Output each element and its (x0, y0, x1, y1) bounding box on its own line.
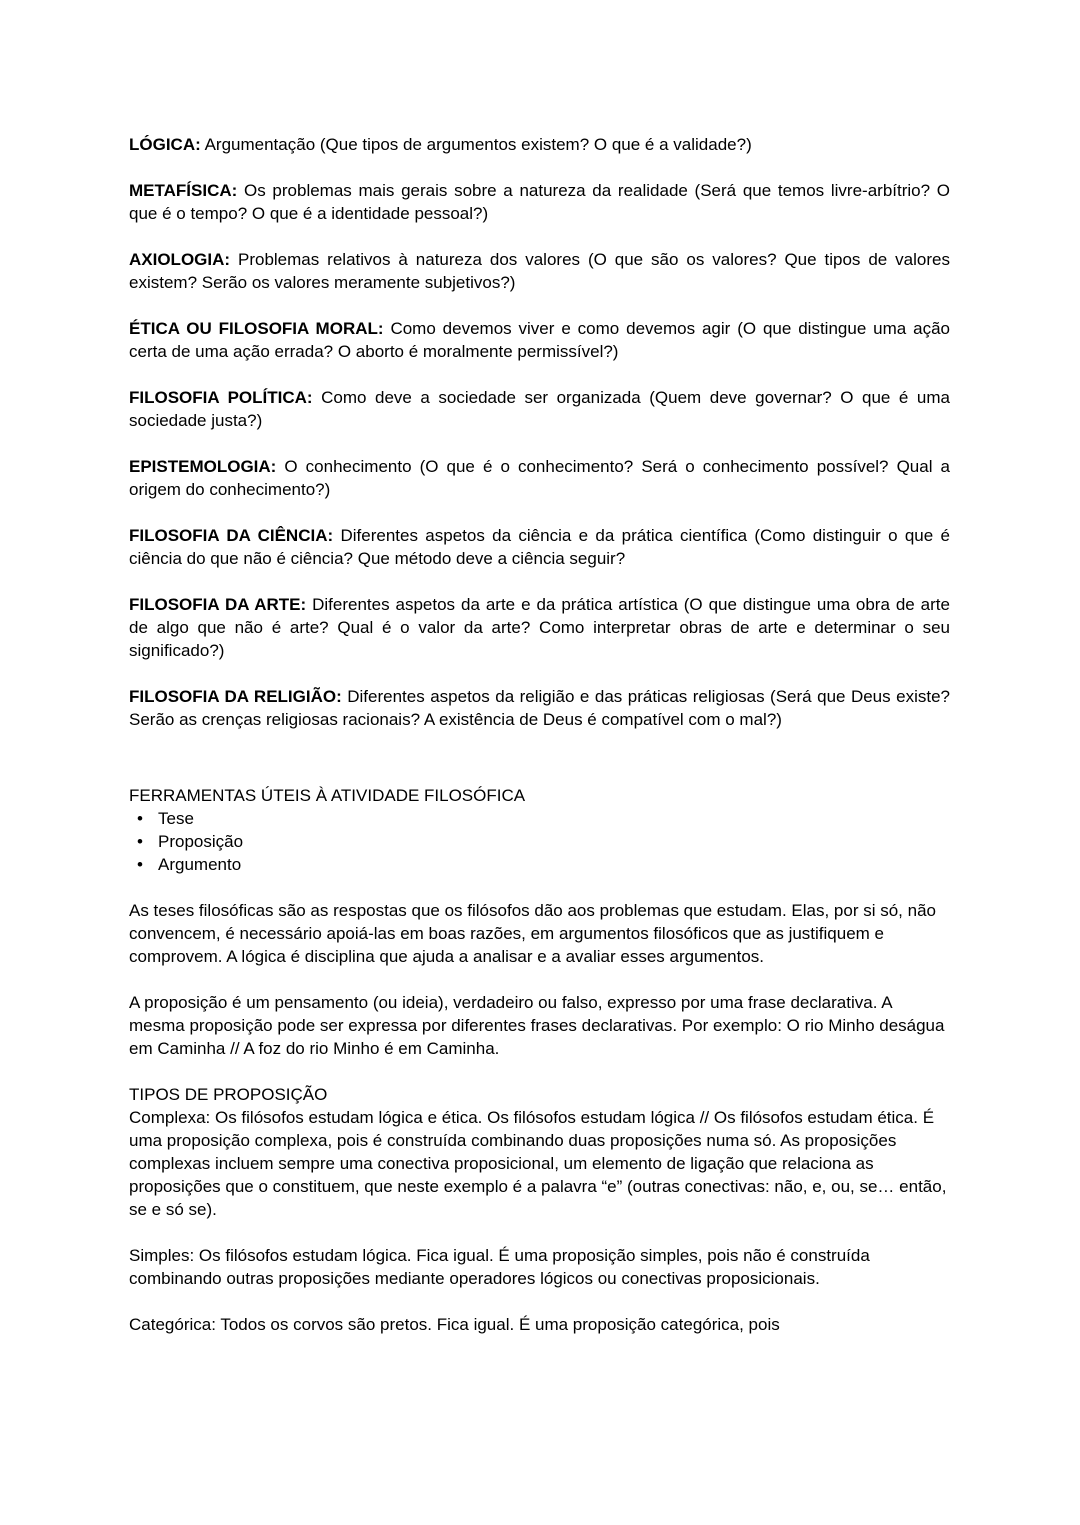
topic-text: Como devemos viver e como devemos agir (O que distingue uma ação certa de uma ação errada? O aborto é moralmente permissível?) (129, 319, 950, 361)
proposition-type-simples: Simples: Os filósofos estudam lógica. Fica igual. É uma proposição simples, pois não é construída combinando outras proposições mediante operadores lógicos ou conectivas proposicionais. (129, 1246, 870, 1288)
topic-term: FILOSOFIA DA CIÊNCIA: (129, 526, 334, 545)
topic-term: METAFÍSICA: (129, 181, 238, 200)
topic-text: Como deve a sociedade ser organizada (Quem deve governar? O que é uma sociedade justa?) (129, 388, 950, 430)
tools-bullet-list (129, 807, 950, 876)
topic-term: FILOSOFIA POLÍTICA: (129, 388, 313, 407)
topic-text: Problemas relativos à natureza dos valores (O que são os valores? Que tipos de valores existem? Serão os valores meramente subjetivos?) (129, 250, 950, 292)
topic-text: Diferentes aspetos da ciência e da prática científica (Como distinguir o que é ciência do que não é ciência? Que método deve a ciência seguir? (129, 526, 950, 568)
topic-paragraph-logica (129, 133, 950, 156)
topic-paragraph-epistemologia (129, 455, 950, 501)
topic-text: Diferentes aspetos da arte e da prática artística (O que distingue uma obra de arte de algo que não é arte? Qual é o valor da arte? Como interpretar obras de arte e determinar o seu significado?) (129, 595, 950, 660)
list-item-proposicao: • Proposição (129, 830, 950, 853)
topic-text: Os problemas mais gerais sobre a natureza da realidade (Será que temos livre-arbítrio? O que é o tempo? O que é a identidade pessoal?) (129, 181, 950, 223)
topic-term: FILOSOFIA DA ARTE: (129, 595, 307, 614)
tools-section (129, 784, 950, 876)
topic-paragraph-filosofia-politica (129, 386, 950, 432)
topic-text: Argumentação (Que tipos de argumentos existem? O que é a validade?) (204, 135, 752, 154)
topic-paragraph-metafisica (129, 179, 950, 225)
topic-paragraph-etica (129, 317, 950, 363)
paragraph-teses-filosoficas: As teses filosóficas são as respostas que os filósofos dão aos problemas que estudam. Elas, por si só, não convencem, é necessário apoiá-las em boas razões, em argumentos filosóficos que as justifiquem e comprovem. A lógica é disciplina que ajuda a analisar e a avaliar esses argumentos. (129, 901, 936, 966)
topic-paragraph-filosofia-arte (129, 593, 950, 662)
proposition-types-heading: TIPOS DE PROPOSIÇÃO (129, 1085, 328, 1104)
proposition-type-categorica: Categórica: Todos os corvos são pretos. Fica igual. É uma proposição categórica, pois (129, 1315, 780, 1334)
list-item-tese: • Tese (129, 807, 950, 830)
list-item-argumento: • Argumento (129, 853, 950, 876)
topic-text: Diferentes aspetos da religião e das práticas religiosas (Será que Deus existe? Serão as crenças religiosas racionais? A existência de Deus é compatível com o mal?) (129, 687, 950, 729)
topic-paragraph-axiologia (129, 248, 950, 294)
tools-section-heading: FERRAMENTAS ÚTEIS À ATIVIDADE FILOSÓFICA (129, 786, 526, 805)
topic-term: FILOSOFIA DA RELIGIÃO: (129, 687, 342, 706)
topic-term: AXIOLOGIA: (129, 250, 231, 269)
proposition-type-complexa: Complexa: Os filósofos estudam lógica e ética. Os filósofos estudam lógica // Os filósofos estudam ética. É uma proposição complexa, pois é construída combinando duas proposições numa só. As proposições complexas incluem sempre uma conectiva proposicional, um elemento de ligação que relaciona as proposições que o constituem, que neste exemplo é a palavra “e” (outras conectivas: não, e, ou, se… então, se e só se). (129, 1108, 947, 1219)
topic-term: EPISTEMOLOGIA: (129, 457, 277, 476)
topic-term: LÓGICA: (129, 135, 201, 154)
topic-paragraph-filosofia-religiao (129, 685, 950, 731)
topic-paragraph-filosofia-ciencia (129, 524, 950, 570)
topic-term: ÉTICA OU FILOSOFIA MORAL: (129, 319, 384, 338)
paragraph-proposicao: A proposição é um pensamento (ou ideia), verdadeiro ou falso, expresso por uma frase declarativa. A mesma proposição pode ser expressa por diferentes frases declarativas. Por exemplo: O rio Minho deságua em Caminha // A foz do rio Minho é em Caminha. (129, 993, 945, 1058)
topic-text: O conhecimento (O que é o conhecimento? Será o conhecimento possível? Qual a origem do conhecimento?) (129, 457, 950, 499)
